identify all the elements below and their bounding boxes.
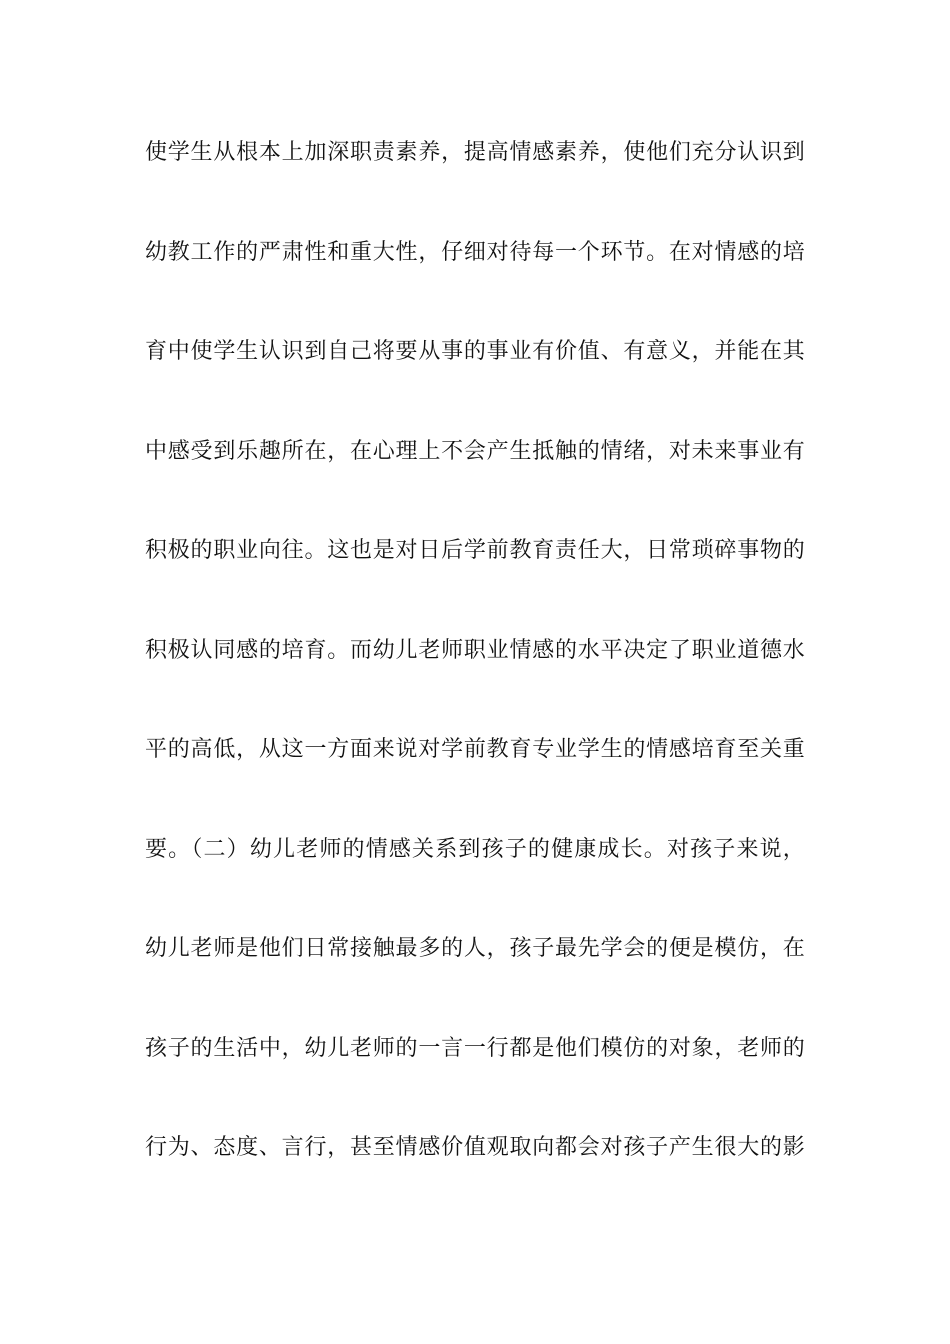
- text-line-6: 积极认同感的培育。而幼儿老师职业情感的水平决定了职业道德水: [145, 637, 805, 663]
- text-line-2: 幼教工作的严肃性和重大性，仔细对待每一个环节。在对情感的培: [145, 239, 805, 265]
- text-line-8: 要。（二）幼儿老师的情感关系到孩子的健康成长。对孩子来说，: [145, 836, 805, 862]
- text-line-7: 平的高低，从这一方面来说对学前教育专业学生的情感培育至关重: [145, 737, 805, 762]
- text-line-4: 中感受到乐趣所在，在心理上不会产生抵触的情绪，对未来事业有: [145, 438, 805, 464]
- text-line-1: 使学生从根本上加深职责素养，提高情感素养，使他们充分认识到: [145, 140, 805, 165]
- body-paragraph: [145, 128, 805, 1223]
- text-line-11: 行为、态度、言行，甚至情感价值观取向都会对孩子产生很大的影: [145, 1135, 805, 1160]
- text-line-9: 幼儿老师是他们日常接触最多的人，孩子最先学会的便是模仿，在: [145, 936, 805, 961]
- text-line-3: 育中使学生认识到自己将要从事的事业有价值、有意义，并能在其: [145, 339, 805, 364]
- text-line-10: 孩子的生活中，幼儿老师的一言一行都是他们模仿的对象，老师的: [145, 1035, 805, 1061]
- text-line-5: 积极的职业向往。这也是对日后学前教育责任大，日常琐碎事物的: [145, 538, 805, 563]
